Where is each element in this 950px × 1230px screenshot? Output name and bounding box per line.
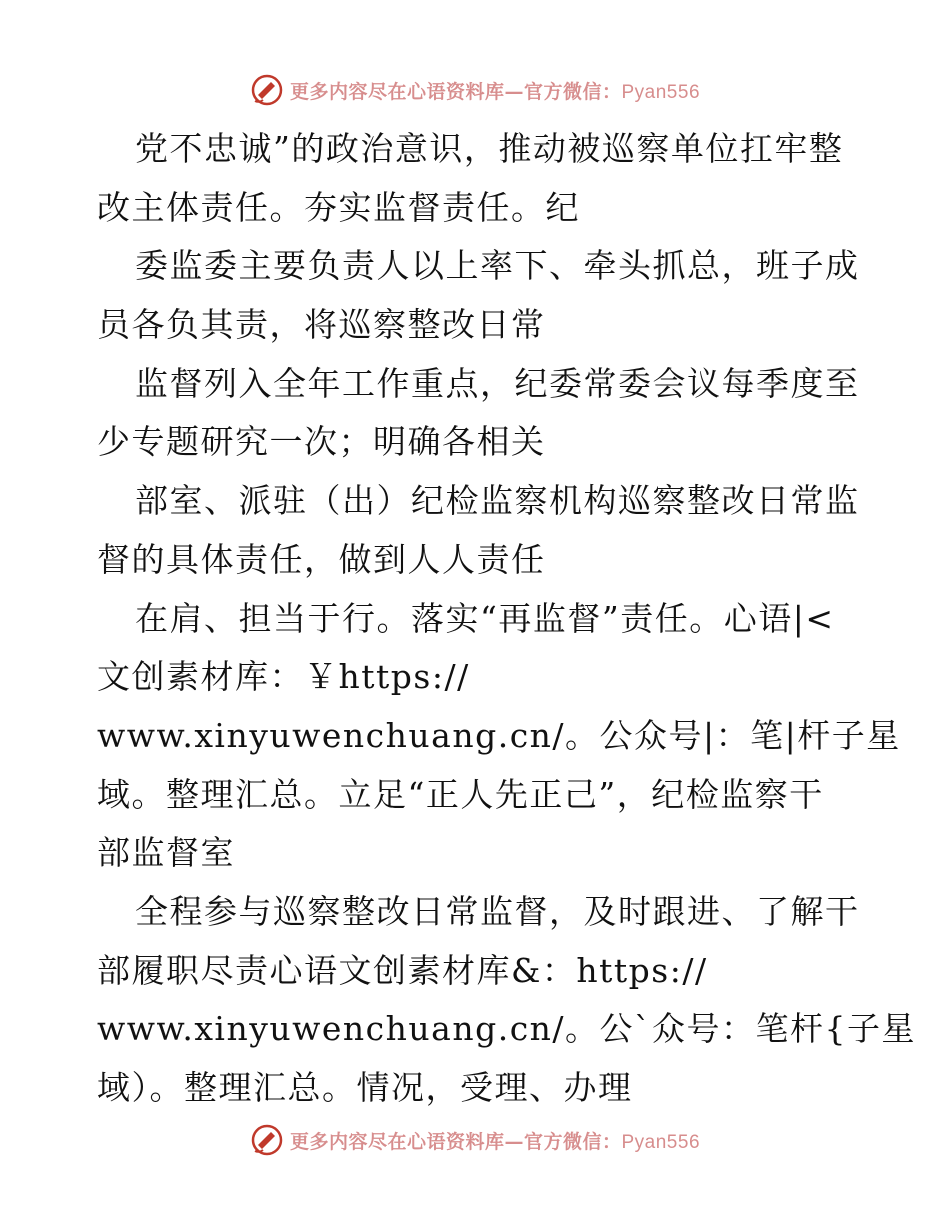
body-line: 文创素材库：￥https://	[97, 657, 470, 697]
body-line: www.xinyuwenchuang.cn/。公众号|：笔|杆子星	[97, 715, 901, 755]
body-line: 部室、派驻（出）纪检监察机构巡察整改日常监	[135, 481, 860, 521]
body-line: 督的具体责任，做到人人责任	[97, 539, 546, 579]
body-line: 在肩、担当于行。落实“再监督”责任。心语|<	[135, 598, 835, 638]
header-wechat-id: Pyan556	[621, 81, 701, 103]
body-line: 域。整理汇总。立足“正人先正己”，纪检监察干	[97, 774, 824, 814]
brand-logo-icon	[250, 73, 284, 107]
body-line: 部履职尽责心语文创素材库&：https://	[97, 950, 708, 990]
header-banner-text: 更多内容尽在心语资料库—官方微信：Pyan556	[289, 80, 701, 103]
document-body	[97, 120, 917, 1118]
header-watermark-banner	[0, 70, 950, 110]
footer-watermark-banner	[0, 1120, 950, 1160]
footer-banner-text: 更多内容尽在心语资料库—官方微信：Pyan556	[289, 1130, 701, 1153]
body-line: 党不忠诚”的政治意识，推动被巡察单位扛牢整	[135, 129, 844, 168]
body-line: 少专题研究一次；明确各相关	[97, 422, 546, 462]
body-line: 监督列入全年工作重点，纪委常委会议每季度至	[135, 363, 860, 403]
body-line: 员各负其责，将巡察整改日常	[97, 305, 546, 345]
body-line: 委监委主要负责人以上率下、牵头抓总，班子成	[135, 246, 860, 286]
body-line: 全程参与巡察整改日常监督，及时跟进、了解干	[135, 891, 860, 931]
body-line: 改主体责任。夯实监督责任。纪	[97, 187, 580, 227]
brand-logo-icon	[250, 1123, 284, 1157]
body-line: 部监督室	[97, 833, 235, 873]
body-line: 域）。整理汇总。情况，受理、办理	[97, 1068, 633, 1107]
footer-wechat-id: Pyan556	[621, 1131, 701, 1153]
body-line: www.xinyuwenchuang.cn/。公`众号：笔杆{子星	[97, 1009, 917, 1049]
